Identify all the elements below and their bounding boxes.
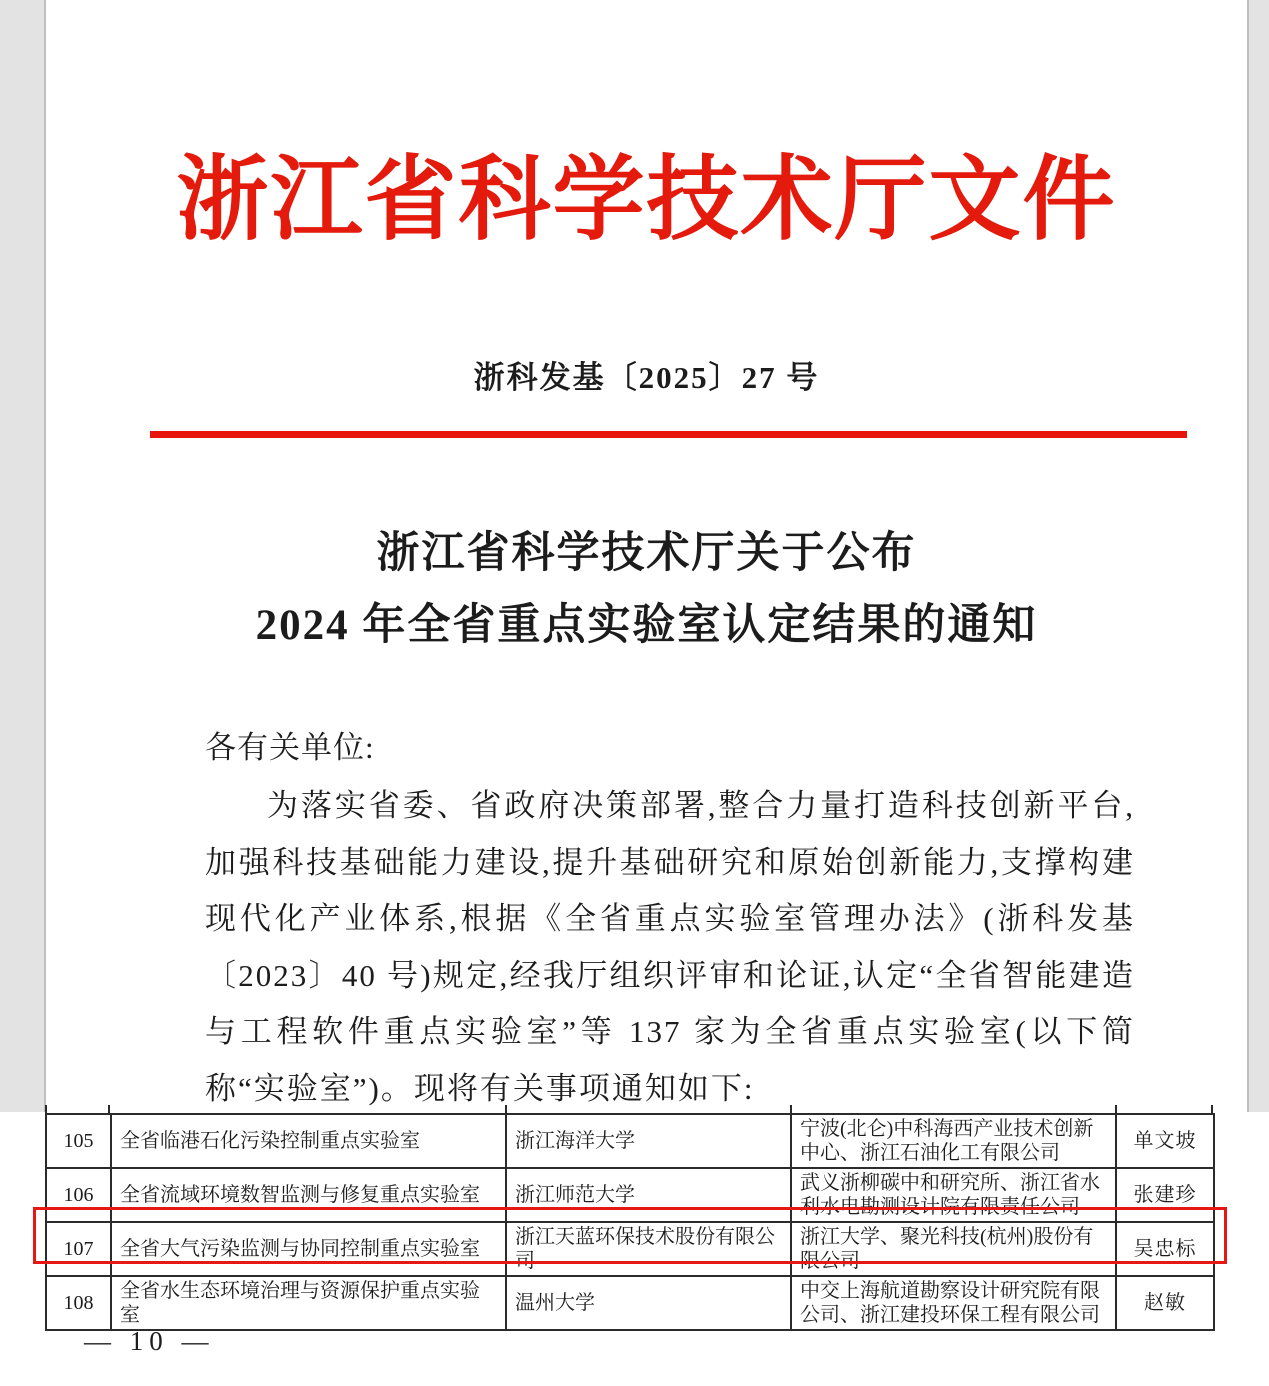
lab-table-body xyxy=(46,1114,1214,1330)
director-cell: 吴忠标 xyxy=(1116,1222,1214,1276)
lab-name-cell: 全省流域环境数智监测与修复重点实验室 xyxy=(111,1168,506,1222)
host-org-cell: 浙江海洋大学 xyxy=(506,1114,791,1168)
letterhead-title: 浙江省科学技术厅文件 xyxy=(176,149,1117,251)
row-number-cell: 106 xyxy=(46,1168,111,1222)
scan-margin-right xyxy=(1247,0,1269,1112)
page-number: — 10 — xyxy=(84,1326,215,1356)
row-number-cell: 108 xyxy=(46,1276,111,1330)
partner-org-cell: 中交上海航道勘察设计研究院有限公司、浙江建投环保工程有限公司 xyxy=(791,1276,1116,1330)
director-cell: 张建珍 xyxy=(1116,1168,1214,1222)
notice-title-line1: 浙江省科学技术厅关于公布 xyxy=(376,530,917,577)
table-row xyxy=(46,1114,1214,1168)
salutation: 各有关单位: xyxy=(205,730,375,765)
lab-name-cell: 全省大气污染监测与协同控制重点实验室 xyxy=(111,1222,506,1276)
partner-org-cell: 宁波(北仑)中科海西产业技术创新中心、浙江石油化工有限公司 xyxy=(791,1114,1116,1168)
scan-margin-left xyxy=(0,0,46,1112)
row-number-cell: 105 xyxy=(46,1114,111,1168)
table-row xyxy=(46,1276,1214,1330)
director-cell: 赵敏 xyxy=(1116,1276,1214,1330)
table-row xyxy=(46,1168,1214,1222)
document-number: 浙科发基〔2025〕27 号 xyxy=(473,360,820,395)
host-org-cell: 浙江天蓝环保技术股份有限公司 xyxy=(506,1222,791,1276)
host-org-cell: 浙江师范大学 xyxy=(506,1168,791,1222)
notice-title xyxy=(45,518,1248,662)
table-row-highlighted xyxy=(46,1222,1214,1276)
partner-org-cell: 武义浙柳碳中和研究所、浙江省水利水电勘测设计院有限责任公司 xyxy=(791,1168,1116,1222)
lab-name-cell: 全省水生态环境治理与资源保护重点实验室 xyxy=(111,1276,506,1330)
red-divider-line xyxy=(150,431,1187,438)
lab-name-cell: 全省临港石化污染控制重点实验室 xyxy=(111,1114,506,1168)
lab-results-table xyxy=(45,1113,1215,1331)
partner-org-cell: 浙江大学、聚光科技(杭州)股份有限公司 xyxy=(791,1222,1116,1276)
body-paragraph: 为落实省委、省政府决策部署,整合力量打造科技创新平台,加强科技基础能力建设,提升基础研究和原始创新能力,支撑构建现代化产业体系,根据《全省重点实验室管理办法》(浙科发基〔2023〕40 号)规定,经我厅组织评审和论证,认定“全省智能建造与工程软件重点实验室”等 137 家为全省重点实验室(以下简称“实验室”)。现将有关事项通知如下: xyxy=(205,788,1135,1106)
notice-title-line2: 2024 年全省重点实验室认定结果的通知 xyxy=(255,602,1038,649)
host-org-cell: 温州大学 xyxy=(506,1276,791,1330)
row-number-cell: 107 xyxy=(46,1222,111,1276)
director-cell: 单文坡 xyxy=(1116,1114,1214,1168)
